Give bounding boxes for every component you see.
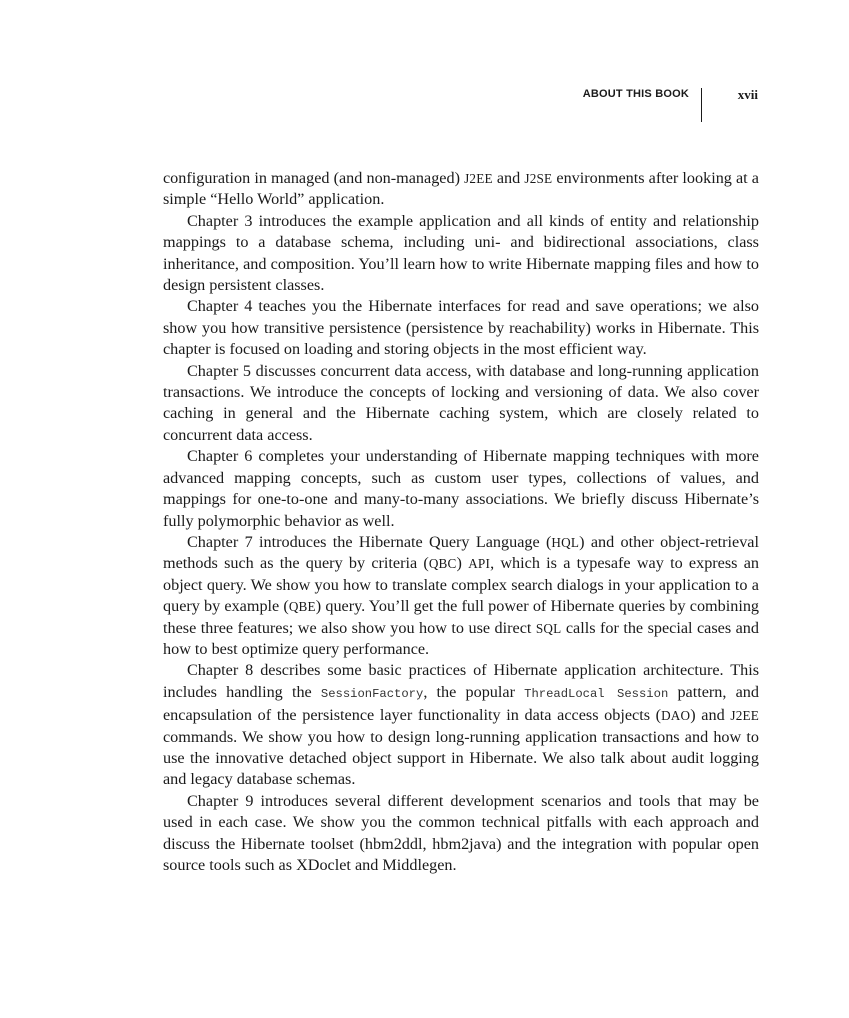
text-run: and [492,169,525,187]
acronym-dao: DAO [661,708,691,724]
acronym-j2ee: J2EE [464,171,493,186]
text-run: ) [456,554,469,573]
paragraph-chapter-7 [163,532,759,660]
text-run: pattern, and encapsulation of the persistence layer functionality in data access objects ( [163,682,759,725]
running-head [540,88,770,124]
acronym-api: API [468,556,491,572]
paragraph-chapter-5: Chapter 5 discusses concurrent data access, with database and long-running application transactions. We introduce the concepts of locking and versioning of data. We also cover caching in general and the Hibernate caching system, which are closely related to concurrent data access. [163,361,759,444]
text-run: environments after looking at a simple “Hello World” application. [163,169,759,209]
acronym-hql: HQL [551,534,580,550]
text-run: Chapter 7 introduces the Hibernate Query Language ( [187,532,552,551]
paragraph-chapter-3: Chapter 3 introduces the example application and all kinds of entity and relationship mappings to a database schema, including uni- and bidirectional associations, class inheritance, and composition. You’ll learn how to write Hibernate mapping files and how to design persistent classes. [163,211,759,295]
text-run: , which is a typesafe way to express an object query. We show you how to translate complex search dialogs in your application to a query by example ( [163,554,759,616]
paragraph-chapter-4: Chapter 4 teaches you the Hibernate interfaces for read and save operations; we also show you how transitive persistence (persistence by reachability) works in Hibernate. This chapter is focused on loading and storing objects in the most efficient way. [163,297,759,359]
acronym-qbc: QBC [428,556,457,572]
text-run: configuration in managed (and non-managed) [163,169,465,187]
paragraph-chapter-6: Chapter 6 completes your understanding of Hibernate mapping techniques with more advanced mapping concepts, such as custom user types, collections of values, and mappings for one-to-one and many-to-many associations. We briefly discuss Hibernate’s fully polymorphic behavior as well. [163,447,759,530]
text-run: ) and other object-retrieval methods such as the query by criteria ( [163,532,759,573]
text-run: calls for the special cases and how to best optimize query performance. [163,618,759,658]
running-head-title: ABOUT THIS BOOK [582,88,689,100]
text-run: , the popular [423,682,525,701]
paragraph-continued [163,168,759,211]
code-session-factory: SessionFactory [320,686,424,701]
text-run: Chapter 8 describes some basic practices of Hibernate application architecture. This includes handling the [163,661,759,701]
running-head-divider [701,88,702,122]
body-text [163,168,759,876]
paragraph-chapter-8 [163,660,759,790]
code-threadlocal-session: ThreadLocal Session [524,686,669,701]
acronym-qbe: QBE [288,599,316,615]
acronym-j2se: J2SE [524,171,553,186]
acronym-sql: SQL [535,620,562,636]
page-number: xvii [737,87,758,102]
acronym-j2ee: J2EE [730,708,759,724]
text-run: ) query. You’ll get the full power of Hibernate queries by combining these three features; we also show you how to use direct [163,597,760,637]
paragraph-chapter-9: Chapter 9 introduces several different development scenarios and tools that may be used in each case. We show you the common technical pitfalls with each approach and discuss the Hibernate toolset (hbm2ddl, hbm2java) and the integration with popular open source tools such as XDoclet and Middlegen. [163,791,759,874]
text-run: commands. We show you how to design long-running application transactions and how to use the innovative detached object support in Hibernate. We also talk about audit logging and legacy database schemas. [163,727,759,789]
text-run: ) and [690,706,731,725]
